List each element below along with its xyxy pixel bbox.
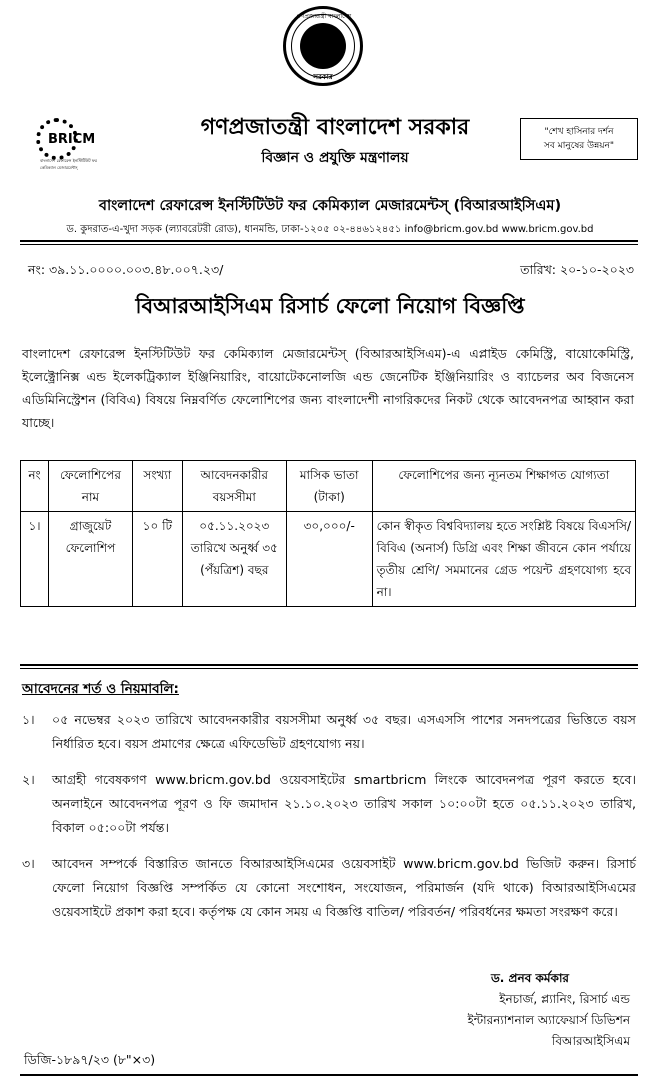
slogan-line-2: সব মানুষের উন্নয়ন" — [543, 141, 615, 151]
condition-item-1 — [22, 708, 636, 756]
signatory-name: ড. প্রনব কর্মকার — [490, 971, 570, 985]
signatory-title-3: বিআরআইসিএম — [551, 1034, 630, 1048]
fellowship-table — [20, 460, 636, 607]
signatory-title-1: ইনচার্জ, প্ল্যানিং, রিসার্চ এন্ড — [499, 992, 630, 1006]
bricm-logo — [34, 112, 104, 170]
institute-name: বাংলাদেশ রেফারেন্স ইনস্টিটিউট ফর কেমিক্যাল মেজারমেন্টস্ (বিআরআইসিএম) — [98, 198, 562, 214]
header-cell: সংখ্যা — [132, 461, 182, 512]
logo-name: BRICM — [48, 132, 96, 147]
header-cell: ফেলোশিপের নাম — [48, 461, 132, 512]
condition-number: ৩। — [22, 856, 35, 871]
condition-item-3 — [22, 852, 636, 924]
condition-number: ১। — [22, 712, 35, 727]
conditions-heading: আবেদনের শর্ত ও নিয়মাবলি: — [22, 681, 179, 697]
condition-text: আবেদন সম্পর্কে বিস্তারিত জানতে বিআরআইসিএমের ওয়েবসাইট www.bricm.gov.bd ভিজিট করুন। রিসার্চ ফেলো নিয়োগ বিজ্ঞপ্তি সম্পর্কিত যে কোনো সংশোধন, সংযোজন, পরিমার্জন (যদি থাকে) বিআরআইসিএমের ওয়েবসাইটে প্রকাশ করা হবে। কর্তৃপক্ষ যে কোন সময় এ বিজ্ঞপ্তি বাতিল/ পরিবর্তন/ পরিবর্ধনের ক্ষমতা সংরক্ষণ করে। — [52, 856, 636, 919]
table-cell: ০৫.১১.২০২৩ তারিখে অনুর্ধ্ব ৩৫ (পঁয়ত্রিশ) বছর — [182, 512, 286, 607]
condition-number: ২। — [22, 772, 35, 787]
slogan-box — [520, 118, 638, 160]
footer-rule — [20, 1074, 638, 1076]
logo-subtext: বাংলাদেশ রেফারেন্স ইনস্টিটিউট ফর কেমিক্যাল মেজারমেন্টস্ — [40, 158, 97, 170]
seal-top-text: গণপ্রজাতন্ত্রী বাংলাদেশ — [296, 13, 352, 20]
table-row — [21, 512, 636, 607]
table-cell: ৩০,০০০/- — [286, 512, 372, 607]
dg-code: ডিজি-১৮৯৭/২৩ (৮"×৩) — [24, 1052, 156, 1067]
seal-emblem — [300, 23, 346, 69]
table-cell: ১। — [21, 512, 49, 607]
government-title: গণপ্রজাতন্ত্রী বাংলাদেশ সরকার — [200, 115, 470, 140]
header-cell: আবেদনকারীর বয়সসীমা — [182, 461, 286, 512]
header-rule-thin — [20, 244, 638, 245]
memo-date: তারিখ: ২০-১০-২০২৩ — [520, 262, 634, 277]
section-rule-thin — [20, 668, 638, 669]
memo-number: নং: ৩৯.১১.০০০০.০০৩.৪৮.০০৭.২৩/ — [28, 262, 224, 277]
header-cell: নং — [21, 461, 49, 512]
table-cell: কোন স্বীকৃত বিশ্ববিদ্যালয় হতে সংশ্লিষ্ট বিষয়ে বিএসসি/ বিবিএ (অনার্স) ডিগ্রি এবং শিক্ষা জীবনে কোন পর্যায়ে তৃতীয় শ্রেণি/ সমমানের গ্রেড পয়েন্ট গ্রহণযোগ্য হবে না। — [372, 512, 635, 607]
table-cell: গ্রাজুয়েট ফেলোশিপ — [48, 512, 132, 607]
header-cell: মাসিক ভাতা (টাকা) — [286, 461, 372, 512]
intro-paragraph: বাংলাদেশ রেফারেন্স ইনস্টিটিউট ফর কেমিক্যাল মেজারমেন্টস্ (বিআরআইসিএম)-এ এপ্লাইড কেমিস্ট্রি, বায়োকেমিস্ট্রি, ইলেক্ট্রোনিক্স এন্ড ইলেকট্রিক্যাল ইঞ্জিনিয়ারিং, বায়োটেকনোলজি এন্ড জেনেটিক ইঞ্জিনিয়ারিং ও ব্যাচেলর অব বিজনেস এডিমিনিস্ট্রেশন (বিবিএ) বিষয়ে নিম্নবর্ণিত ফেলোশিপের জন্য বাংলাদেশী নাগরিকদের নিকট থেকে আবেদনপত্র আহ্বান করা যাচ্ছে। — [22, 346, 634, 430]
slogan-line-1: "শেখ হাসিনার দর্শন — [544, 127, 614, 137]
table-cell: ১০ টি — [132, 512, 182, 607]
ministry-name: বিজ্ঞান ও প্রযুক্তি মন্ত্রণালয় — [261, 150, 409, 166]
header-rule — [20, 240, 638, 242]
institute-address: ড. কুদরাত-এ-খুদা সড়ক (ল্যাবরেটরী রোড), ধানমন্ডি, ঢাকা-১২০৫ ০২-৪৪৬১২৪৫১ info@bricm.gov.bd www.bricm.gov.bd — [66, 224, 594, 235]
notice-title: বিআরআইসিএম রিসার্চ ফেলো নিয়োগ বিজ্ঞপ্তি — [135, 294, 525, 318]
table-header-row — [21, 461, 636, 512]
header-cell: ফেলোশিপের জন্য ন্যূনতম শিক্ষাগত যোগ্যতা — [372, 461, 635, 512]
condition-item-2 — [22, 768, 636, 840]
condition-text: ০৫ নভেম্বর ২০২৩ তারিখে আবেদনকারীর বয়সসীমা অনুর্ধ্ব ৩৫ বছর। এসএসসি পাশের সনদপত্রের ভিত্তিতে বয়স নির্ধারিত হবে। বয়স প্রমাণের ক্ষেত্রে এফিডেভিট গ্রহণযোগ্য নয়। — [52, 712, 636, 751]
section-rule — [20, 664, 638, 666]
signature-block — [370, 968, 630, 1052]
condition-text: আগ্রহী গবেষকগণ www.bricm.gov.bd ওয়েবসাইটের smartbricm লিংকে আবেদনপত্র পূরণ করতে হবে। অনলাইনে আবেদনপত্র পূরণ ও ফি জমাদান ২১.১০.২০২৩ তারিখ সকাল ১০:০০টা হতে ০৫.১১.২০২৩ তারিখ, বিকাল ০৫:০০টা পর্যন্ত। — [52, 772, 636, 835]
government-seal — [283, 6, 363, 86]
seal-bottom-text: সরকার — [313, 73, 333, 81]
signatory-title-2: ইন্টারন্যাশনাল অ্যাফেয়ার্স ডিভিশন — [467, 1013, 630, 1027]
